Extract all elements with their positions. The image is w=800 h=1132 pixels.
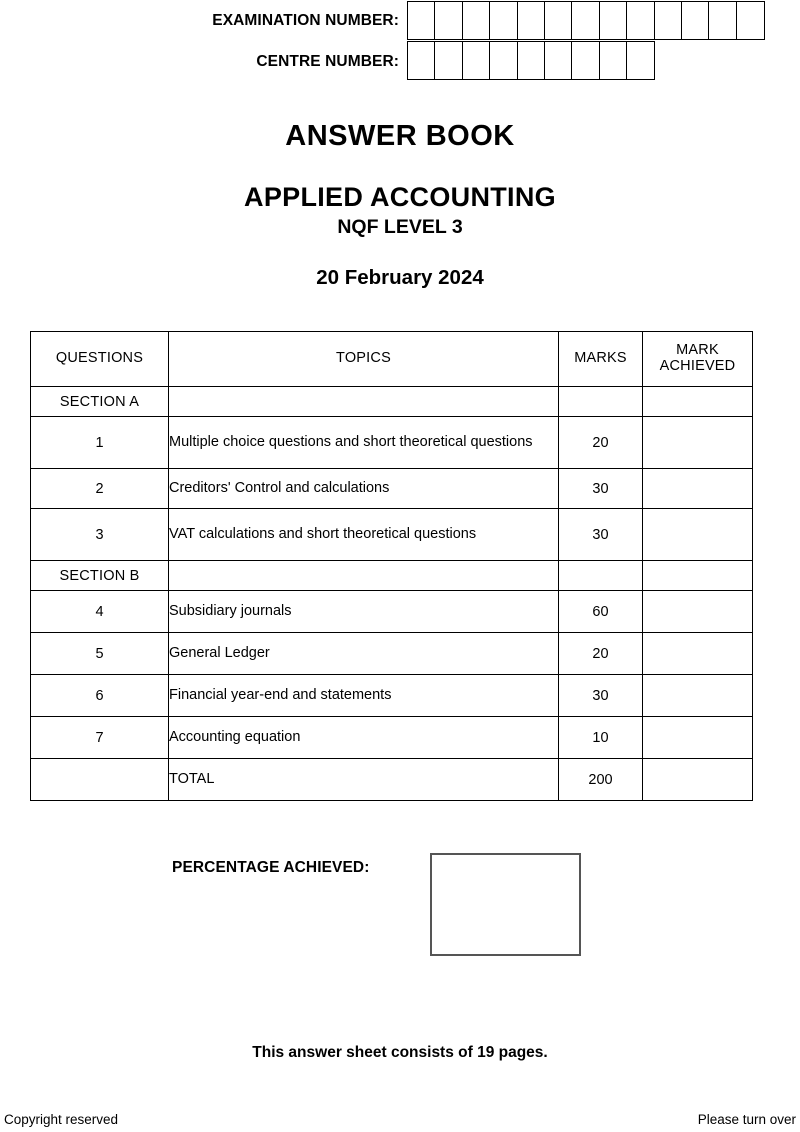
question-marks: 30 — [559, 469, 643, 509]
centre-number-box-5[interactable] — [517, 41, 546, 80]
table-header-row — [31, 332, 753, 387]
section-label-a: SECTION A — [31, 387, 169, 417]
header-marks: MARKS — [559, 332, 643, 387]
examination-number-box-4[interactable] — [489, 1, 518, 40]
examination-number-box-2[interactable] — [434, 1, 463, 40]
question-topic: General Ledger — [169, 633, 559, 675]
percentage-achieved-box[interactable] — [430, 853, 581, 956]
examination-number-label: EXAMINATION NUMBER: — [212, 11, 399, 29]
percentage-achieved-label: PERCENTAGE ACHIEVED: — [172, 859, 370, 876]
copyright-notice: Copyright reserved — [4, 1112, 119, 1127]
question-topic: VAT calculations and short theoretical questions — [169, 509, 559, 561]
section-row-a — [31, 387, 753, 417]
question-topic: Accounting equation — [169, 717, 559, 759]
page-count-notice: This answer sheet consists of 19 pages. — [252, 1044, 548, 1061]
mark-achieved-cell[interactable] — [643, 591, 753, 633]
total-marks: 200 — [559, 759, 643, 801]
mark-achieved-cell[interactable] — [643, 469, 753, 509]
question-number: 7 — [31, 717, 169, 759]
question-number: 1 — [31, 417, 169, 469]
table-row — [31, 509, 753, 561]
table-row — [31, 633, 753, 675]
section-a-achieved-spacer — [643, 387, 753, 417]
header-questions: QUESTIONS — [31, 332, 169, 387]
examination-number-box-5[interactable] — [517, 1, 546, 40]
question-marks: 30 — [559, 675, 643, 717]
mark-achieved-cell[interactable] — [643, 633, 753, 675]
exam-date: 20 February 2024 — [316, 265, 484, 289]
examination-number-box-6[interactable] — [544, 1, 573, 40]
table-row — [31, 469, 753, 509]
question-number: 4 — [31, 591, 169, 633]
centre-number-row — [0, 41, 800, 82]
centre-number-box-2[interactable] — [434, 41, 463, 80]
question-number: 6 — [31, 675, 169, 717]
question-marks: 20 — [559, 417, 643, 469]
question-marks: 60 — [559, 591, 643, 633]
total-mark-achieved-cell[interactable] — [643, 759, 753, 801]
table-row — [31, 717, 753, 759]
question-number: 2 — [31, 469, 169, 509]
total-label: TOTAL — [169, 759, 559, 801]
examination-number-box-11[interactable] — [681, 1, 710, 40]
question-topic: Creditors' Control and calculations — [169, 469, 559, 509]
question-marks: 20 — [559, 633, 643, 675]
nqf-level-subtitle: NQF LEVEL 3 — [337, 216, 463, 238]
examination-number-box-3[interactable] — [462, 1, 491, 40]
header-mark-achieved-line2: ACHIEVED — [659, 358, 736, 374]
header-topics: TOPICS — [169, 332, 559, 387]
mark-achieved-cell[interactable] — [643, 417, 753, 469]
header-mark-achieved-line1: MARK — [676, 342, 719, 359]
centre-number-box-8[interactable] — [599, 41, 628, 80]
section-a-marks-spacer — [559, 387, 643, 417]
section-a-topics-spacer — [169, 387, 559, 417]
centre-number-box-3[interactable] — [462, 41, 491, 80]
question-topic: Subsidiary journals — [169, 591, 559, 633]
marks-summary-table — [30, 331, 753, 801]
examination-number-box-7[interactable] — [571, 1, 600, 40]
examination-number-boxes[interactable] — [407, 1, 765, 40]
section-label-b: SECTION B — [31, 561, 169, 591]
question-topic: Multiple choice questions and short theoretical questions — [169, 417, 559, 469]
question-topic: Financial year-end and statements — [169, 675, 559, 717]
centre-number-box-6[interactable] — [544, 41, 573, 80]
examination-number-box-12[interactable] — [708, 1, 737, 40]
centre-number-boxes[interactable] — [407, 41, 655, 80]
centre-number-box-4[interactable] — [489, 41, 518, 80]
page-footer — [0, 1112, 800, 1132]
question-marks: 30 — [559, 509, 643, 561]
section-b-marks-spacer — [559, 561, 643, 591]
examination-number-box-8[interactable] — [599, 1, 628, 40]
centre-number-box-1[interactable] — [407, 41, 436, 80]
page-title: ANSWER BOOK — [285, 120, 515, 152]
mark-achieved-cell[interactable] — [643, 675, 753, 717]
total-question-cell — [31, 759, 169, 801]
section-row-b — [31, 561, 753, 591]
section-b-topics-spacer — [169, 561, 559, 591]
question-marks: 10 — [559, 717, 643, 759]
identification-number-block — [0, 0, 800, 82]
examination-number-box-9[interactable] — [626, 1, 655, 40]
table-row-total — [31, 759, 753, 801]
turn-over-notice: Please turn over — [697, 1112, 796, 1127]
table-row — [31, 675, 753, 717]
header-mark-achieved — [643, 332, 753, 387]
question-number: 3 — [31, 509, 169, 561]
subject-title: APPLIED ACCOUNTING — [244, 182, 556, 212]
examination-number-box-13[interactable] — [736, 1, 765, 40]
table-row — [31, 591, 753, 633]
title-area — [0, 122, 800, 288]
table-row — [31, 417, 753, 469]
section-b-achieved-spacer — [643, 561, 753, 591]
examination-number-box-1[interactable] — [407, 1, 436, 40]
mark-achieved-cell[interactable] — [643, 717, 753, 759]
examination-number-box-10[interactable] — [654, 1, 683, 40]
examination-number-row — [0, 0, 800, 41]
centre-number-box-9[interactable] — [626, 41, 655, 80]
centre-number-label: CENTRE NUMBER: — [256, 52, 399, 70]
centre-number-box-7[interactable] — [571, 41, 600, 80]
question-number: 5 — [31, 633, 169, 675]
mark-achieved-cell[interactable] — [643, 509, 753, 561]
